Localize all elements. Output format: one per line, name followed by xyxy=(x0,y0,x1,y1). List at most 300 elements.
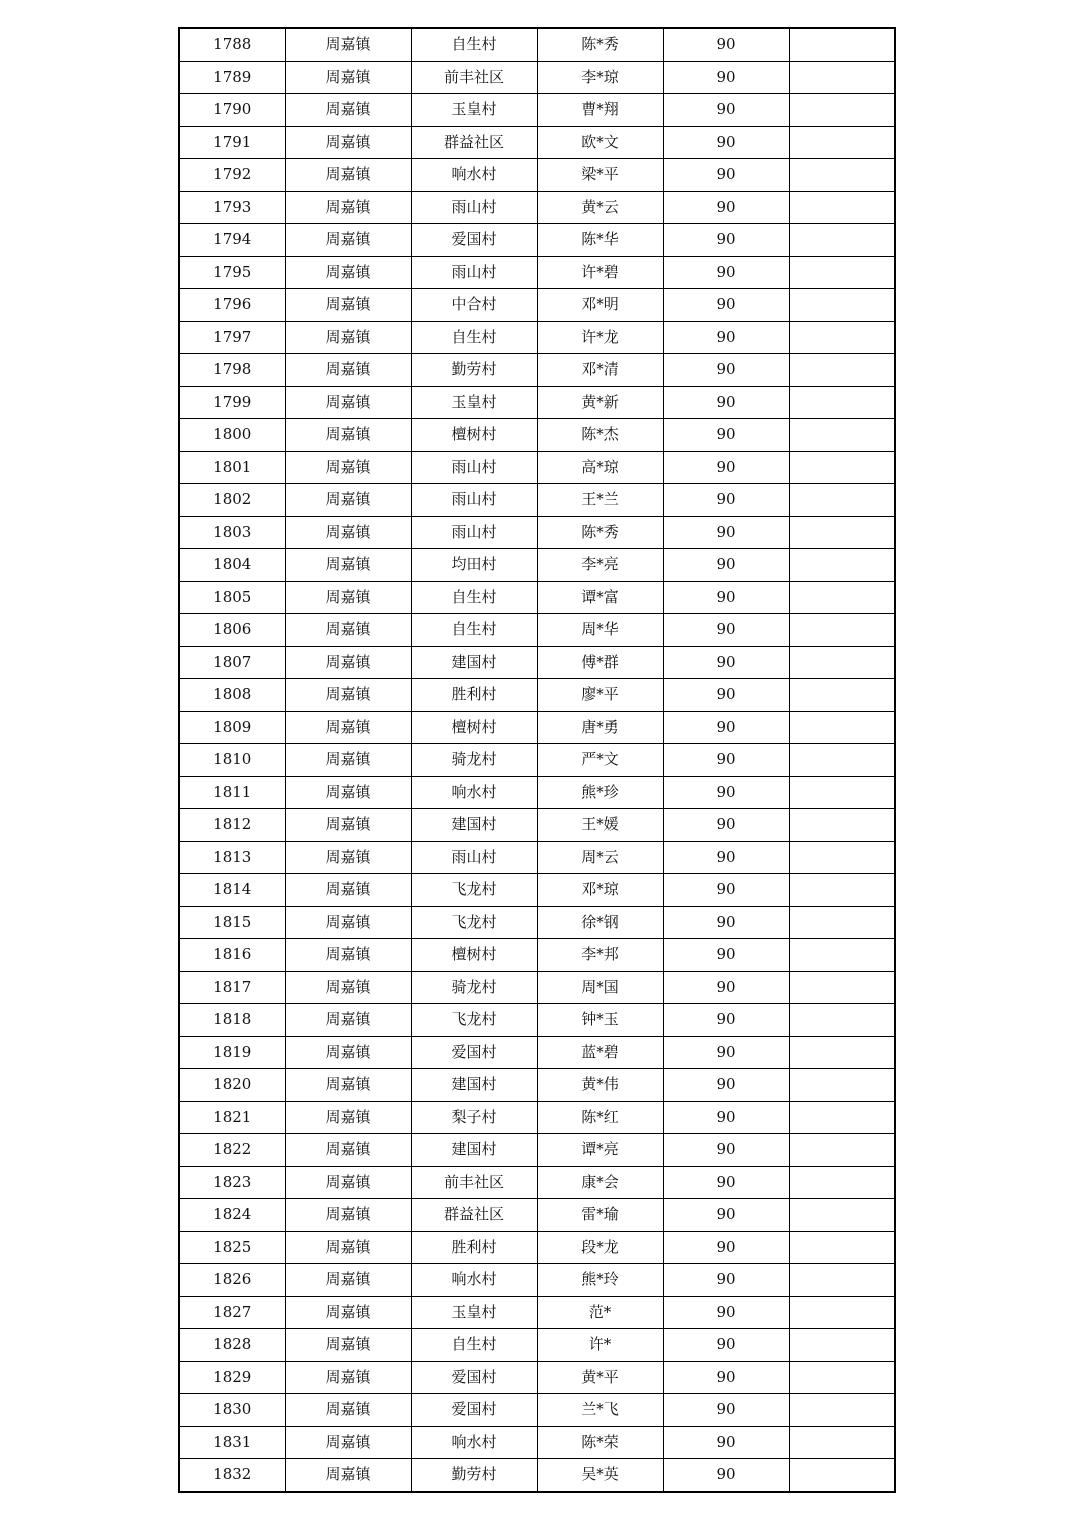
table-row xyxy=(179,484,895,517)
remark-cell xyxy=(789,484,895,517)
town-cell: 周嘉镇 xyxy=(285,614,411,647)
village-cell: 自生村 xyxy=(411,28,537,61)
town-cell: 周嘉镇 xyxy=(285,1329,411,1362)
remark-cell xyxy=(789,256,895,289)
serial-number-cell: 1814 xyxy=(179,874,285,907)
serial-number-cell: 1797 xyxy=(179,321,285,354)
amount-cell: 90 xyxy=(663,1036,789,1069)
table-row xyxy=(179,94,895,127)
amount-cell: 90 xyxy=(663,516,789,549)
name-cell: 谭*亮 xyxy=(537,1134,663,1167)
table-row xyxy=(179,646,895,679)
name-cell: 欧*文 xyxy=(537,126,663,159)
table-row xyxy=(179,614,895,647)
town-cell: 周嘉镇 xyxy=(285,256,411,289)
amount-cell: 90 xyxy=(663,484,789,517)
amount-cell: 90 xyxy=(663,549,789,582)
remark-cell xyxy=(789,1004,895,1037)
roster-table xyxy=(178,27,896,1493)
town-cell: 周嘉镇 xyxy=(285,841,411,874)
village-cell: 建国村 xyxy=(411,809,537,842)
table-row xyxy=(179,191,895,224)
name-cell: 蓝*碧 xyxy=(537,1036,663,1069)
amount-cell: 90 xyxy=(663,94,789,127)
remark-cell xyxy=(789,321,895,354)
remark-cell xyxy=(789,1296,895,1329)
table-row xyxy=(179,549,895,582)
remark-cell xyxy=(789,841,895,874)
name-cell: 陈*杰 xyxy=(537,419,663,452)
remark-cell xyxy=(789,126,895,159)
town-cell: 周嘉镇 xyxy=(285,711,411,744)
serial-number-cell: 1790 xyxy=(179,94,285,127)
remark-cell xyxy=(789,614,895,647)
table-row xyxy=(179,1166,895,1199)
amount-cell: 90 xyxy=(663,61,789,94)
town-cell: 周嘉镇 xyxy=(285,939,411,972)
amount-cell: 90 xyxy=(663,159,789,192)
serial-number-cell: 1815 xyxy=(179,906,285,939)
amount-cell: 90 xyxy=(663,614,789,647)
town-cell: 周嘉镇 xyxy=(285,1134,411,1167)
name-cell: 黄*云 xyxy=(537,191,663,224)
serial-number-cell: 1817 xyxy=(179,971,285,1004)
village-cell: 响水村 xyxy=(411,1264,537,1297)
village-cell: 前丰社区 xyxy=(411,1166,537,1199)
town-cell: 周嘉镇 xyxy=(285,451,411,484)
serial-number-cell: 1824 xyxy=(179,1199,285,1232)
town-cell: 周嘉镇 xyxy=(285,289,411,322)
serial-number-cell: 1831 xyxy=(179,1426,285,1459)
name-cell: 陈*华 xyxy=(537,224,663,257)
village-cell: 勤劳村 xyxy=(411,1459,537,1492)
name-cell: 周*云 xyxy=(537,841,663,874)
remark-cell xyxy=(789,744,895,777)
village-cell: 前丰社区 xyxy=(411,61,537,94)
name-cell: 吴*英 xyxy=(537,1459,663,1492)
name-cell: 曹*翔 xyxy=(537,94,663,127)
remark-cell xyxy=(789,1426,895,1459)
remark-cell xyxy=(789,1069,895,1102)
name-cell: 李*邦 xyxy=(537,939,663,972)
table-row xyxy=(179,1329,895,1362)
table-row xyxy=(179,744,895,777)
village-cell: 爱国村 xyxy=(411,1036,537,1069)
town-cell: 周嘉镇 xyxy=(285,126,411,159)
village-cell: 檀树村 xyxy=(411,419,537,452)
town-cell: 周嘉镇 xyxy=(285,776,411,809)
town-cell: 周嘉镇 xyxy=(285,679,411,712)
town-cell: 周嘉镇 xyxy=(285,1394,411,1427)
town-cell: 周嘉镇 xyxy=(285,94,411,127)
name-cell: 钟*玉 xyxy=(537,1004,663,1037)
remark-cell xyxy=(789,451,895,484)
remark-cell xyxy=(789,1459,895,1492)
town-cell: 周嘉镇 xyxy=(285,1296,411,1329)
town-cell: 周嘉镇 xyxy=(285,646,411,679)
town-cell: 周嘉镇 xyxy=(285,971,411,1004)
name-cell: 徐*钢 xyxy=(537,906,663,939)
village-cell: 雨山村 xyxy=(411,516,537,549)
serial-number-cell: 1819 xyxy=(179,1036,285,1069)
remark-cell xyxy=(789,191,895,224)
serial-number-cell: 1827 xyxy=(179,1296,285,1329)
remark-cell xyxy=(789,1134,895,1167)
village-cell: 均田村 xyxy=(411,549,537,582)
name-cell: 陈*秀 xyxy=(537,516,663,549)
name-cell: 许* xyxy=(537,1329,663,1362)
amount-cell: 90 xyxy=(663,386,789,419)
serial-number-cell: 1800 xyxy=(179,419,285,452)
serial-number-cell: 1791 xyxy=(179,126,285,159)
table-row xyxy=(179,776,895,809)
serial-number-cell: 1813 xyxy=(179,841,285,874)
town-cell: 周嘉镇 xyxy=(285,581,411,614)
serial-number-cell: 1826 xyxy=(179,1264,285,1297)
name-cell: 陈*秀 xyxy=(537,28,663,61)
remark-cell xyxy=(789,581,895,614)
village-cell: 飞龙村 xyxy=(411,1004,537,1037)
serial-number-cell: 1809 xyxy=(179,711,285,744)
remark-cell xyxy=(789,1036,895,1069)
amount-cell: 90 xyxy=(663,744,789,777)
name-cell: 周*华 xyxy=(537,614,663,647)
table-row xyxy=(179,1036,895,1069)
amount-cell: 90 xyxy=(663,1459,789,1492)
table-row xyxy=(179,809,895,842)
serial-number-cell: 1806 xyxy=(179,614,285,647)
table-row xyxy=(179,1361,895,1394)
amount-cell: 90 xyxy=(663,1069,789,1102)
table-row xyxy=(179,451,895,484)
table-row xyxy=(179,581,895,614)
remark-cell xyxy=(789,159,895,192)
amount-cell: 90 xyxy=(663,191,789,224)
town-cell: 周嘉镇 xyxy=(285,1361,411,1394)
serial-number-cell: 1788 xyxy=(179,28,285,61)
amount-cell: 90 xyxy=(663,1329,789,1362)
table-row xyxy=(179,906,895,939)
serial-number-cell: 1793 xyxy=(179,191,285,224)
village-cell: 骑龙村 xyxy=(411,744,537,777)
name-cell: 廖*平 xyxy=(537,679,663,712)
village-cell: 檀树村 xyxy=(411,711,537,744)
amount-cell: 90 xyxy=(663,126,789,159)
town-cell: 周嘉镇 xyxy=(285,1101,411,1134)
town-cell: 周嘉镇 xyxy=(285,321,411,354)
town-cell: 周嘉镇 xyxy=(285,906,411,939)
serial-number-cell: 1801 xyxy=(179,451,285,484)
serial-number-cell: 1802 xyxy=(179,484,285,517)
town-cell: 周嘉镇 xyxy=(285,1199,411,1232)
remark-cell xyxy=(789,1231,895,1264)
town-cell: 周嘉镇 xyxy=(285,1426,411,1459)
town-cell: 周嘉镇 xyxy=(285,744,411,777)
remark-cell xyxy=(789,516,895,549)
village-cell: 飞龙村 xyxy=(411,906,537,939)
table-row xyxy=(179,1101,895,1134)
remark-cell xyxy=(789,1166,895,1199)
table-row xyxy=(179,939,895,972)
serial-number-cell: 1829 xyxy=(179,1361,285,1394)
serial-number-cell: 1832 xyxy=(179,1459,285,1492)
town-cell: 周嘉镇 xyxy=(285,419,411,452)
amount-cell: 90 xyxy=(663,679,789,712)
town-cell: 周嘉镇 xyxy=(285,516,411,549)
table-row xyxy=(179,354,895,387)
name-cell: 谭*富 xyxy=(537,581,663,614)
serial-number-cell: 1825 xyxy=(179,1231,285,1264)
remark-cell xyxy=(789,1329,895,1362)
amount-cell: 90 xyxy=(663,354,789,387)
amount-cell: 90 xyxy=(663,1166,789,1199)
name-cell: 周*国 xyxy=(537,971,663,1004)
town-cell: 周嘉镇 xyxy=(285,191,411,224)
town-cell: 周嘉镇 xyxy=(285,1069,411,1102)
table-row xyxy=(179,1004,895,1037)
amount-cell: 90 xyxy=(663,939,789,972)
serial-number-cell: 1796 xyxy=(179,289,285,322)
amount-cell: 90 xyxy=(663,321,789,354)
table-row xyxy=(179,841,895,874)
remark-cell xyxy=(789,646,895,679)
name-cell: 李*琼 xyxy=(537,61,663,94)
village-cell: 自生村 xyxy=(411,1329,537,1362)
table-row xyxy=(179,711,895,744)
serial-number-cell: 1789 xyxy=(179,61,285,94)
table-row xyxy=(179,61,895,94)
remark-cell xyxy=(789,776,895,809)
town-cell: 周嘉镇 xyxy=(285,1459,411,1492)
village-cell: 檀树村 xyxy=(411,939,537,972)
town-cell: 周嘉镇 xyxy=(285,386,411,419)
remark-cell xyxy=(789,874,895,907)
village-cell: 爱国村 xyxy=(411,224,537,257)
village-cell: 中合村 xyxy=(411,289,537,322)
serial-number-cell: 1794 xyxy=(179,224,285,257)
town-cell: 周嘉镇 xyxy=(285,549,411,582)
table-row xyxy=(179,971,895,1004)
amount-cell: 90 xyxy=(663,646,789,679)
village-cell: 自生村 xyxy=(411,614,537,647)
amount-cell: 90 xyxy=(663,841,789,874)
amount-cell: 90 xyxy=(663,1231,789,1264)
town-cell: 周嘉镇 xyxy=(285,484,411,517)
name-cell: 黄*新 xyxy=(537,386,663,419)
amount-cell: 90 xyxy=(663,971,789,1004)
village-cell: 爱国村 xyxy=(411,1394,537,1427)
name-cell: 陈*红 xyxy=(537,1101,663,1134)
name-cell: 李*亮 xyxy=(537,549,663,582)
table-row xyxy=(179,159,895,192)
remark-cell xyxy=(789,711,895,744)
serial-number-cell: 1828 xyxy=(179,1329,285,1362)
village-cell: 胜利村 xyxy=(411,679,537,712)
amount-cell: 90 xyxy=(663,809,789,842)
name-cell: 邓*明 xyxy=(537,289,663,322)
amount-cell: 90 xyxy=(663,289,789,322)
table-row xyxy=(179,1231,895,1264)
table-row xyxy=(179,874,895,907)
town-cell: 周嘉镇 xyxy=(285,28,411,61)
remark-cell xyxy=(789,61,895,94)
remark-cell xyxy=(789,289,895,322)
name-cell: 邓*清 xyxy=(537,354,663,387)
town-cell: 周嘉镇 xyxy=(285,1166,411,1199)
town-cell: 周嘉镇 xyxy=(285,159,411,192)
table-row xyxy=(179,679,895,712)
remark-cell xyxy=(789,94,895,127)
table-row xyxy=(179,1134,895,1167)
town-cell: 周嘉镇 xyxy=(285,809,411,842)
amount-cell: 90 xyxy=(663,776,789,809)
remark-cell xyxy=(789,1101,895,1134)
village-cell: 响水村 xyxy=(411,159,537,192)
amount-cell: 90 xyxy=(663,419,789,452)
table-row xyxy=(179,256,895,289)
village-cell: 玉皇村 xyxy=(411,386,537,419)
village-cell: 自生村 xyxy=(411,581,537,614)
village-cell: 骑龙村 xyxy=(411,971,537,1004)
town-cell: 周嘉镇 xyxy=(285,61,411,94)
name-cell: 陈*荣 xyxy=(537,1426,663,1459)
serial-number-cell: 1808 xyxy=(179,679,285,712)
village-cell: 玉皇村 xyxy=(411,1296,537,1329)
table-row xyxy=(179,1426,895,1459)
village-cell: 群益社区 xyxy=(411,126,537,159)
remark-cell xyxy=(789,419,895,452)
serial-number-cell: 1799 xyxy=(179,386,285,419)
amount-cell: 90 xyxy=(663,256,789,289)
serial-number-cell: 1792 xyxy=(179,159,285,192)
remark-cell xyxy=(789,549,895,582)
name-cell: 许*碧 xyxy=(537,256,663,289)
name-cell: 严*文 xyxy=(537,744,663,777)
amount-cell: 90 xyxy=(663,451,789,484)
village-cell: 雨山村 xyxy=(411,256,537,289)
town-cell: 周嘉镇 xyxy=(285,1231,411,1264)
table-row xyxy=(179,1394,895,1427)
amount-cell: 90 xyxy=(663,1004,789,1037)
village-cell: 勤劳村 xyxy=(411,354,537,387)
town-cell: 周嘉镇 xyxy=(285,1036,411,1069)
amount-cell: 90 xyxy=(663,1199,789,1232)
village-cell: 建国村 xyxy=(411,1069,537,1102)
remark-cell xyxy=(789,971,895,1004)
amount-cell: 90 xyxy=(663,224,789,257)
village-cell: 雨山村 xyxy=(411,841,537,874)
remark-cell xyxy=(789,1361,895,1394)
name-cell: 熊*玲 xyxy=(537,1264,663,1297)
village-cell: 建国村 xyxy=(411,646,537,679)
name-cell: 傅*群 xyxy=(537,646,663,679)
amount-cell: 90 xyxy=(663,1394,789,1427)
table-row xyxy=(179,126,895,159)
remark-cell xyxy=(789,906,895,939)
village-cell: 梨子村 xyxy=(411,1101,537,1134)
serial-number-cell: 1805 xyxy=(179,581,285,614)
table-row xyxy=(179,1459,895,1492)
serial-number-cell: 1803 xyxy=(179,516,285,549)
remark-cell xyxy=(789,386,895,419)
name-cell: 熊*珍 xyxy=(537,776,663,809)
roster-table-body xyxy=(179,28,895,1492)
village-cell: 雨山村 xyxy=(411,451,537,484)
town-cell: 周嘉镇 xyxy=(285,224,411,257)
town-cell: 周嘉镇 xyxy=(285,1264,411,1297)
name-cell: 雷*瑜 xyxy=(537,1199,663,1232)
table-row xyxy=(179,1296,895,1329)
table-row xyxy=(179,224,895,257)
serial-number-cell: 1822 xyxy=(179,1134,285,1167)
name-cell: 康*会 xyxy=(537,1166,663,1199)
table-row xyxy=(179,321,895,354)
name-cell: 王*兰 xyxy=(537,484,663,517)
serial-number-cell: 1812 xyxy=(179,809,285,842)
village-cell: 玉皇村 xyxy=(411,94,537,127)
serial-number-cell: 1830 xyxy=(179,1394,285,1427)
name-cell: 黄*伟 xyxy=(537,1069,663,1102)
table-row xyxy=(179,1264,895,1297)
amount-cell: 90 xyxy=(663,1426,789,1459)
serial-number-cell: 1795 xyxy=(179,256,285,289)
serial-number-cell: 1807 xyxy=(179,646,285,679)
serial-number-cell: 1823 xyxy=(179,1166,285,1199)
name-cell: 唐*勇 xyxy=(537,711,663,744)
table-row xyxy=(179,28,895,61)
village-cell: 群益社区 xyxy=(411,1199,537,1232)
remark-cell xyxy=(789,1199,895,1232)
serial-number-cell: 1816 xyxy=(179,939,285,972)
amount-cell: 90 xyxy=(663,711,789,744)
village-cell: 爱国村 xyxy=(411,1361,537,1394)
town-cell: 周嘉镇 xyxy=(285,354,411,387)
village-cell: 胜利村 xyxy=(411,1231,537,1264)
table-row xyxy=(179,289,895,322)
remark-cell xyxy=(789,1394,895,1427)
remark-cell xyxy=(789,1264,895,1297)
table-row xyxy=(179,1199,895,1232)
serial-number-cell: 1811 xyxy=(179,776,285,809)
amount-cell: 90 xyxy=(663,906,789,939)
amount-cell: 90 xyxy=(663,1134,789,1167)
serial-number-cell: 1820 xyxy=(179,1069,285,1102)
amount-cell: 90 xyxy=(663,874,789,907)
serial-number-cell: 1818 xyxy=(179,1004,285,1037)
name-cell: 段*龙 xyxy=(537,1231,663,1264)
village-cell: 自生村 xyxy=(411,321,537,354)
amount-cell: 90 xyxy=(663,1296,789,1329)
village-cell: 雨山村 xyxy=(411,484,537,517)
name-cell: 范* xyxy=(537,1296,663,1329)
amount-cell: 90 xyxy=(663,28,789,61)
remark-cell xyxy=(789,224,895,257)
remark-cell xyxy=(789,28,895,61)
amount-cell: 90 xyxy=(663,581,789,614)
remark-cell xyxy=(789,939,895,972)
name-cell: 许*龙 xyxy=(537,321,663,354)
name-cell: 兰*飞 xyxy=(537,1394,663,1427)
amount-cell: 90 xyxy=(663,1361,789,1394)
village-cell: 响水村 xyxy=(411,776,537,809)
remark-cell xyxy=(789,679,895,712)
serial-number-cell: 1810 xyxy=(179,744,285,777)
village-cell: 飞龙村 xyxy=(411,874,537,907)
table-row xyxy=(179,419,895,452)
table-row xyxy=(179,386,895,419)
table-row xyxy=(179,1069,895,1102)
village-cell: 响水村 xyxy=(411,1426,537,1459)
